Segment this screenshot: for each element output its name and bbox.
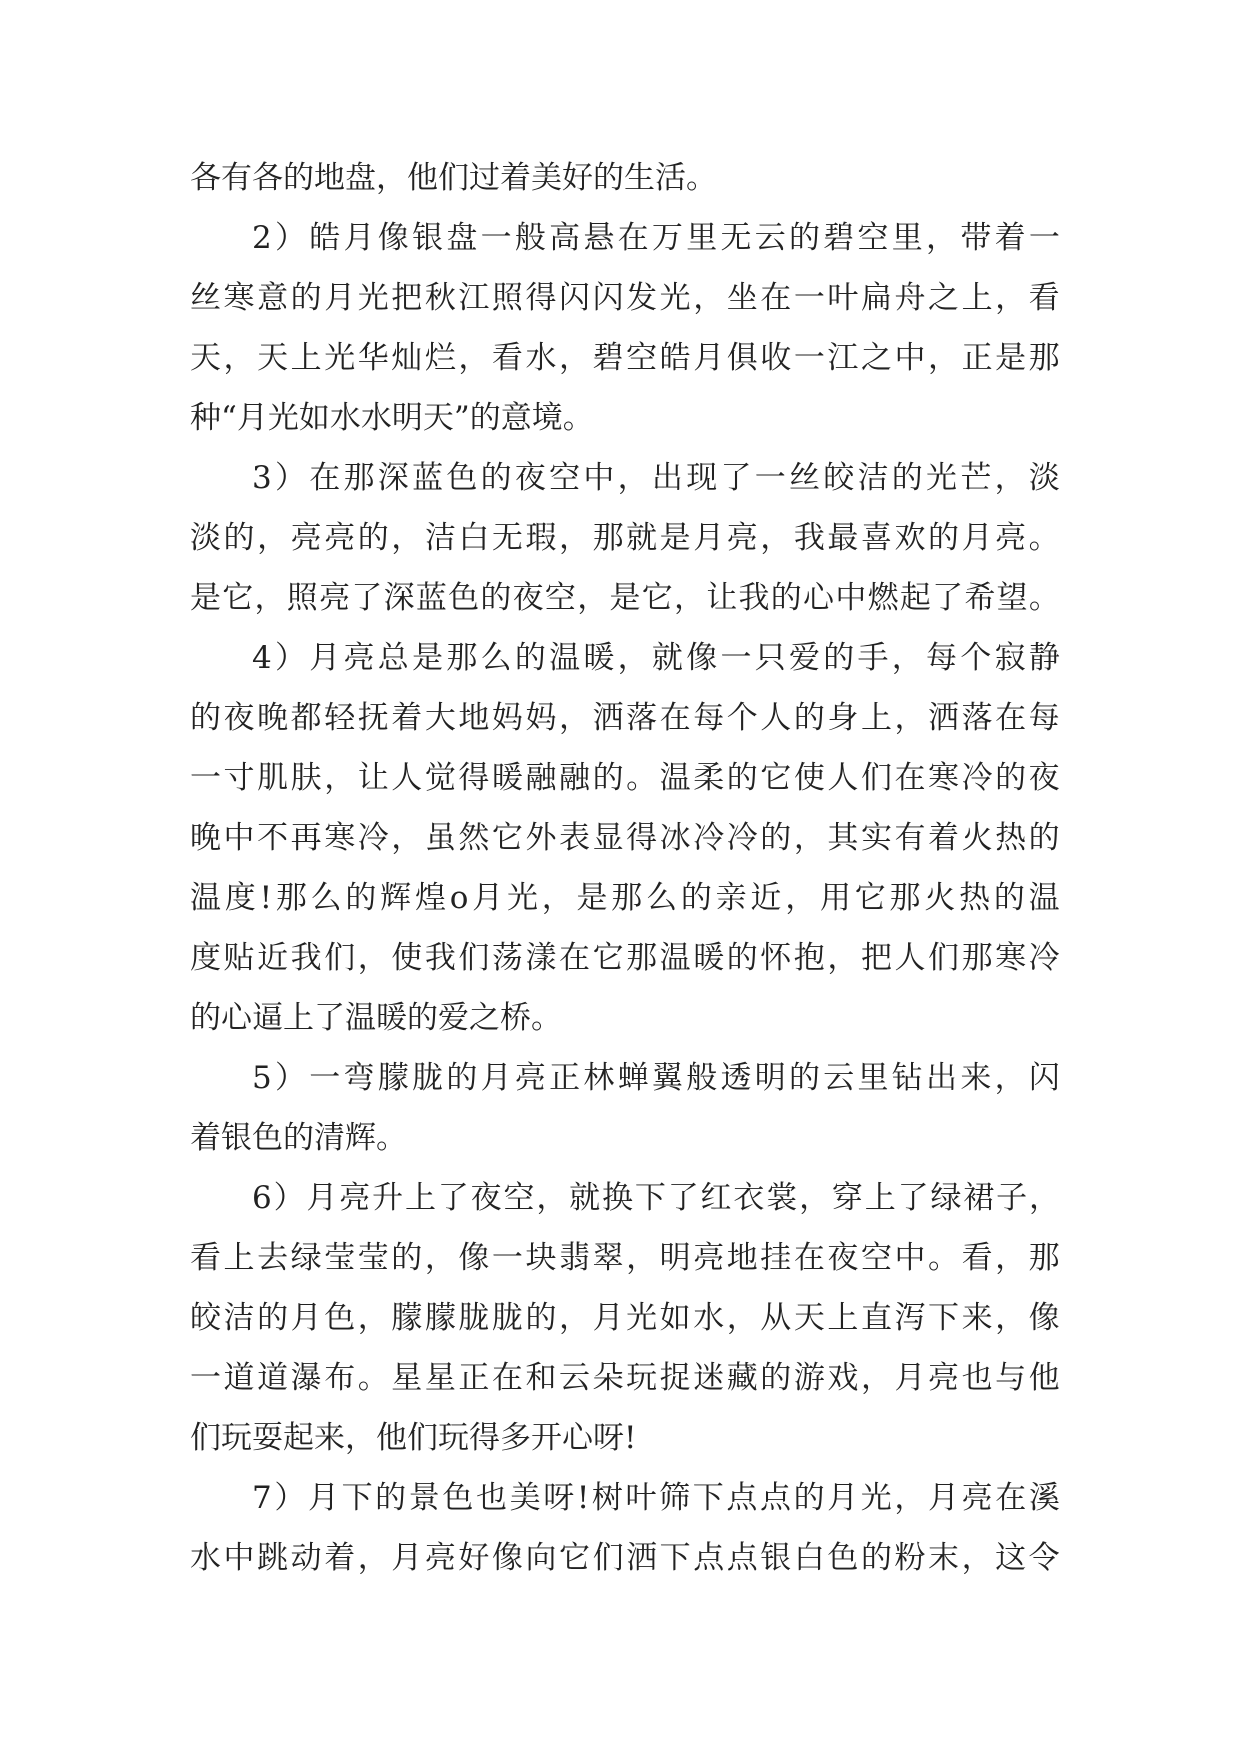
text-line: 6 ） 月 亮 升 上 了 夜 空 ， 就 换 下 了 红 衣 裳 ， 穿 上 了 绿 裙 子 ，: [252, 1180, 1060, 1216]
text-line: 种“月光如水水明天”的意境。: [190, 400, 594, 436]
text-line: 着银色的清辉。: [190, 1120, 407, 1156]
text-line: 的心逼上了温暖的爱之桥。: [190, 1000, 562, 1036]
text-line: 7 ） 月 下 的 景 色 也 美 呀 ! 树 叶 筛 下 点 点 的 月 光 ， 月 亮 在 溪: [252, 1480, 1060, 1516]
text-line: 水 中 跳 动 着 ， 月 亮 好 像 向 它 们 洒 下 点 点 银 白 色 的 粉 末 ， 这 令: [190, 1540, 1060, 1576]
text-line: 一 道 道 瀑 布 。 星 星 正 在 和 云 朵 玩 捉 迷 藏 的 游 戏 ， 月 亮 也 与 他: [190, 1360, 1060, 1396]
text-line: 丝 寒 意 的 月 光 把 秋 江 照 得 闪 闪 发 光 ， 坐 在 一 叶 扁 舟 之 上 ， 看: [190, 280, 1060, 316]
text-line: 看 上 去 绿 莹 莹 的 ， 像 一 块 翡 翠 ， 明 亮 地 挂 在 夜 空 中 。 看 ， 那: [190, 1240, 1060, 1276]
text-line: 3 ） 在 那 深 蓝 色 的 夜 空 中 ， 出 现 了 一 丝 皎 洁 的 光 芒 ， 淡: [252, 460, 1060, 496]
text-line: 的 夜 晚 都 轻 抚 着 大 地 妈 妈 ， 洒 落 在 每 个 人 的 身 上 ， 洒 落 在 每: [190, 700, 1060, 736]
text-line: 2 ） 皓 月 像 银 盘 一 般 高 悬 在 万 里 无 云 的 碧 空 里 ， 带 着 一: [252, 220, 1060, 256]
text-line: 淡 的 ， 亮 亮 的 ， 洁 白 无 瑕 ， 那 就 是 月 亮 ， 我 最 喜 欢 的 月 亮 。: [190, 520, 1060, 556]
text-line: 皎 洁 的 月 色 ， 朦 朦 胧 胧 的 ， 月 光 如 水 ， 从 天 上 直 泻 下 来 ， 像: [190, 1300, 1060, 1336]
text-line: 5 ） 一 弯 朦 胧 的 月 亮 正 林 蝉 翼 般 透 明 的 云 里 钻 出 来 ， 闪: [252, 1060, 1060, 1096]
body-text: [190, 148, 1060, 1588]
text-line: 4 ） 月 亮 总 是 那 么 的 温 暖 ， 就 像 一 只 爱 的 手 ， 每 个 寂 静: [252, 640, 1060, 676]
text-line: 们玩耍起来，他们玩得多开心呀!: [190, 1420, 637, 1456]
text-line: 天 ， 天 上 光 华 灿 烂 ， 看 水 ， 碧 空 皓 月 俱 收 一 江 之 中 ， 正 是 那: [190, 340, 1060, 376]
text-line: 是 它 ， 照 亮 了 深 蓝 色 的 夜 空 ， 是 它 ， 让 我 的 心 中 燃 起 了 希 望 。: [190, 580, 1060, 616]
text-line: 温 度 ! 那 么 的 辉 煌 o 月 光 ， 是 那 么 的 亲 近 ， 用 它 那 火 热 的 温: [190, 880, 1060, 916]
text-line: 度 贴 近 我 们 ， 使 我 们 荡 漾 在 它 那 温 暖 的 怀 抱 ， 把 人 们 那 寒 冷: [190, 940, 1060, 976]
text-line: 晚 中 不 再 寒 冷 ， 虽 然 它 外 表 显 得 冰 冷 冷 的 ， 其 实 有 着 火 热 的: [190, 820, 1060, 856]
text-line: 各有各的地盘，他们过着美好的生活。: [190, 160, 717, 196]
text-line: 一 寸 肌 肤 ， 让 人 觉 得 暖 融 融 的 。 温 柔 的 它 使 人 们 在 寒 冷 的 夜: [190, 760, 1060, 796]
